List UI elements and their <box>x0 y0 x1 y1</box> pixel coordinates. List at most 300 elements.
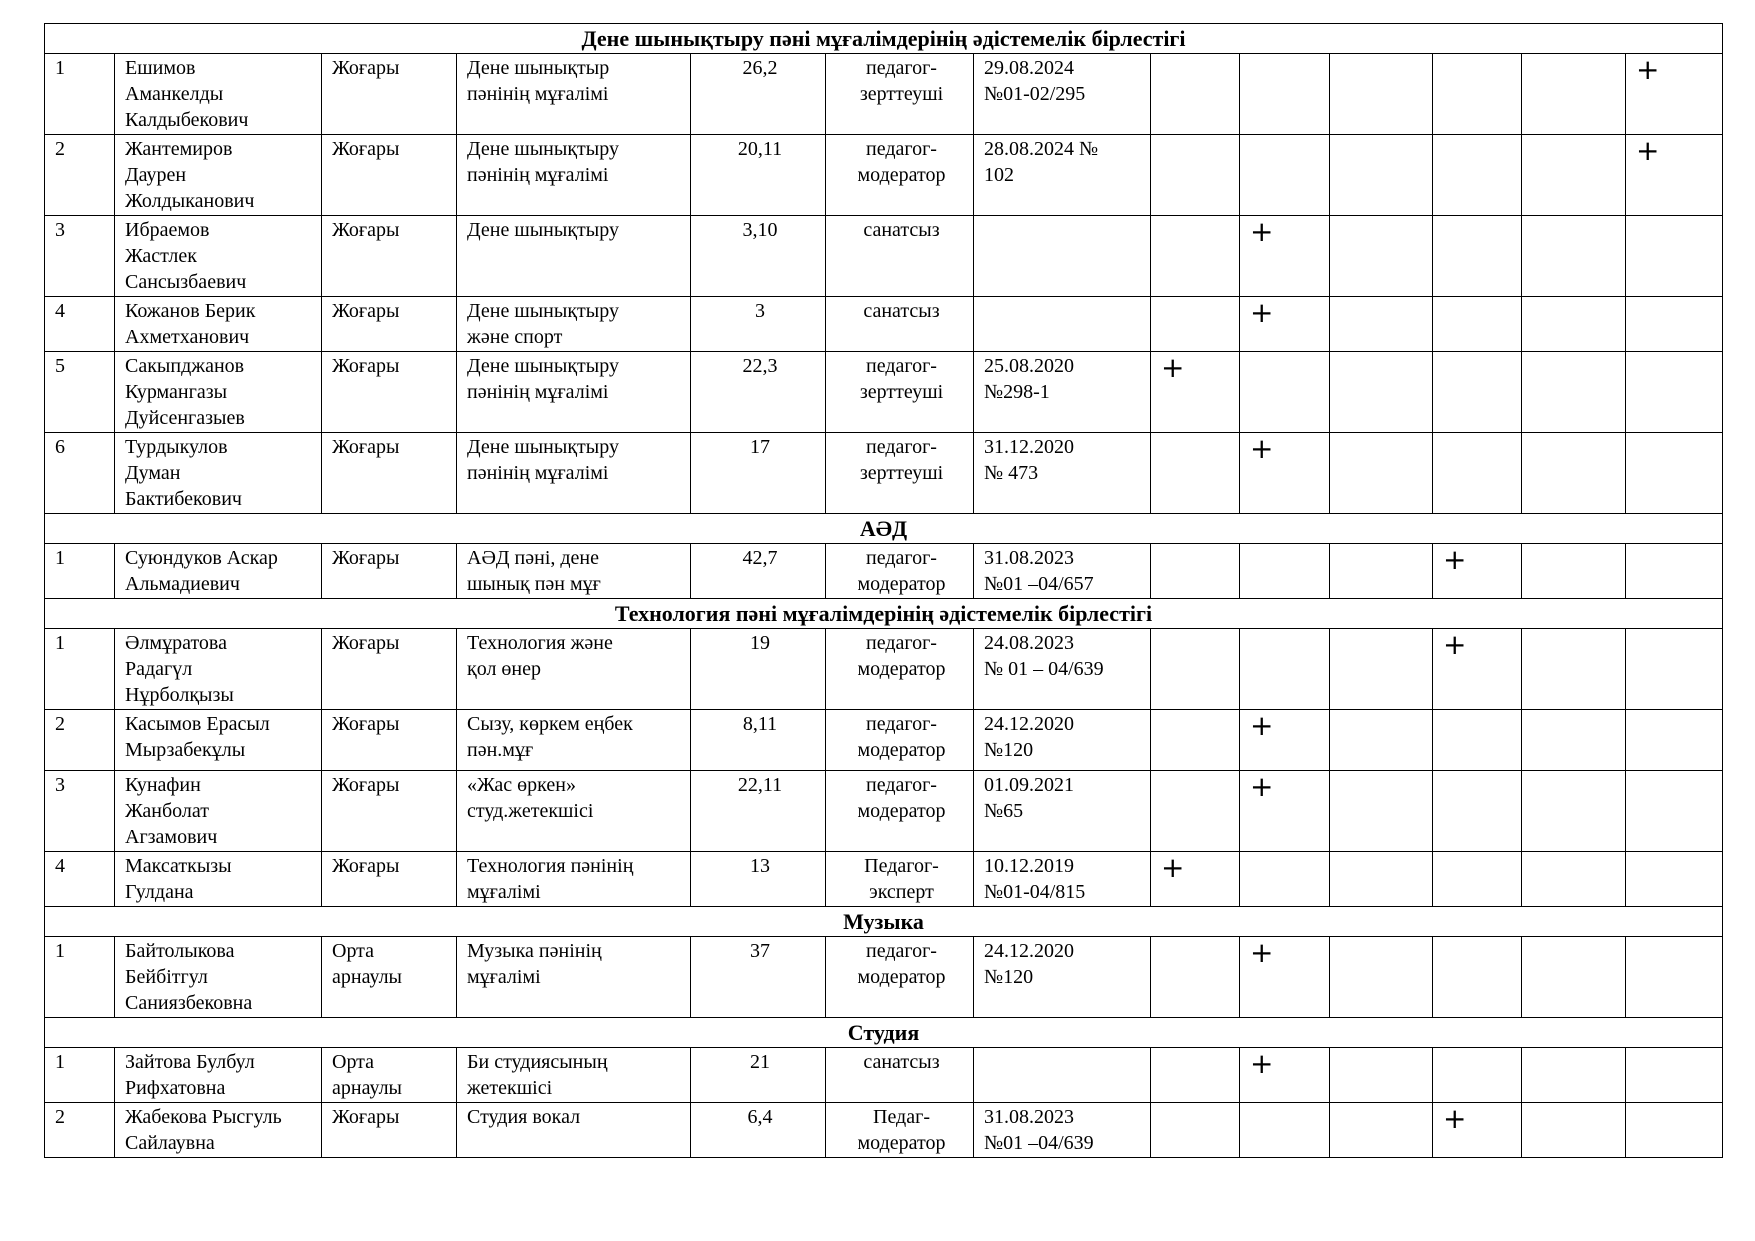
teacher-name-line: Ахметханович <box>125 326 250 348</box>
mark-cell-5 <box>1522 629 1626 710</box>
teacher-name-cell <box>115 352 322 433</box>
teacher-name-cell <box>115 1103 322 1158</box>
education-line: Жоғары <box>332 355 400 377</box>
mark-cell-4 <box>1433 544 1522 599</box>
section-header-row <box>45 24 1723 54</box>
subject-line: Технология пәнінің <box>467 855 634 877</box>
subject-line: Технология және <box>467 632 613 654</box>
order-line: 10.12.2019 <box>984 855 1074 877</box>
education-cell <box>322 629 457 710</box>
order-line: 31.08.2023 <box>984 1106 1074 1128</box>
teacher-name-line: Рифхатовна <box>125 1077 226 1099</box>
teacher-name-cell <box>115 629 322 710</box>
subject-cell <box>457 1103 691 1158</box>
education-line: Жоғары <box>332 713 400 735</box>
mark-cell-2 <box>1240 629 1330 710</box>
mark-cell-5 <box>1522 852 1626 907</box>
teacher-name-line: Суюндуков Аскар <box>125 547 278 569</box>
mark-cell-5 <box>1522 135 1626 216</box>
education-cell <box>322 852 457 907</box>
subject-line: шынық пән мұғ <box>467 573 601 595</box>
category-line: модератор <box>857 164 946 186</box>
subject-line: «Жас өркен» <box>467 774 576 796</box>
education-cell <box>322 771 457 852</box>
row-number-cell: 2 <box>45 710 115 771</box>
order-cell <box>974 1103 1151 1158</box>
order-line: №65 <box>984 800 1024 822</box>
order-cell <box>974 1048 1151 1103</box>
plus-mark: + <box>1443 1102 1467 1135</box>
subject-line: пәнінің мұғалімі <box>467 83 609 105</box>
mark-cell-2 <box>1240 771 1330 852</box>
category-line: зерттеуші <box>859 83 944 105</box>
teacher-name-line: Жабекова Рысгуль <box>125 1106 282 1128</box>
mark-cell-4 <box>1433 433 1522 514</box>
teacher-name-line: Думан <box>125 462 181 484</box>
category-line: модератор <box>857 1132 946 1154</box>
teacher-name-line: Сайлаувна <box>125 1132 215 1154</box>
mark-cell-1 <box>1151 710 1240 771</box>
mark-cell-6 <box>1626 710 1723 771</box>
mark-cell-5 <box>1522 544 1626 599</box>
teacher-name-line: Саниязбековна <box>125 992 253 1014</box>
table-row <box>45 1048 1723 1103</box>
plus-mark: + <box>1250 432 1274 465</box>
category-cell <box>826 433 974 514</box>
subject-line: Дене шынықтыру <box>467 436 619 458</box>
row-number-cell: 4 <box>45 852 115 907</box>
experience-cell: 6,4 <box>691 1103 826 1158</box>
mark-cell-3 <box>1330 54 1433 135</box>
category-cell <box>826 135 974 216</box>
section-header-row <box>45 907 1723 937</box>
order-cell <box>974 433 1151 514</box>
mark-cell-6 <box>1626 937 1723 1018</box>
experience-cell: 42,7 <box>691 544 826 599</box>
teacher-name-line: Жолдыканович <box>125 190 255 212</box>
subject-cell <box>457 352 691 433</box>
subject-cell <box>457 216 691 297</box>
teacher-name-line: Гулдана <box>125 881 194 903</box>
education-cell <box>322 352 457 433</box>
order-line: 24.12.2020 <box>984 940 1074 962</box>
subject-line: және спорт <box>467 326 563 348</box>
subject-line: Дене шынықтыру <box>467 219 619 241</box>
education-line: Жоғары <box>332 632 400 654</box>
teacher-name-cell <box>115 135 322 216</box>
order-line: №01 –04/657 <box>984 573 1094 595</box>
row-number-cell: 4 <box>45 297 115 352</box>
order-cell <box>974 852 1151 907</box>
subject-cell <box>457 937 691 1018</box>
order-cell <box>974 710 1151 771</box>
subject-line: студ.жетекшісі <box>467 800 594 822</box>
education-cell <box>322 1048 457 1103</box>
mark-cell-3 <box>1330 771 1433 852</box>
subject-line: пәнінің мұғалімі <box>467 164 609 186</box>
plus-mark: + <box>1250 215 1274 248</box>
teacher-name-line: Калдыбекович <box>125 109 249 131</box>
order-cell <box>974 297 1151 352</box>
subject-cell <box>457 1048 691 1103</box>
category-cell <box>826 710 974 771</box>
teacher-name-line: Турдыкулов <box>125 436 228 458</box>
table-row <box>45 852 1723 907</box>
education-line: Жоғары <box>332 1106 400 1128</box>
mark-cell-6 <box>1626 352 1723 433</box>
teacher-name-cell <box>115 433 322 514</box>
section-title: Технология пәні мұғалімдерінің әдістемелік бірлестігі <box>45 599 1723 629</box>
order-cell <box>974 135 1151 216</box>
mark-cell-3 <box>1330 216 1433 297</box>
mark-cell-2 <box>1240 544 1330 599</box>
mark-cell-2 <box>1240 352 1330 433</box>
order-line: 102 <box>984 164 1014 186</box>
mark-cell-2 <box>1240 297 1330 352</box>
section-title: Студия <box>45 1018 1723 1048</box>
teacher-name-line: Максаткызы <box>125 855 232 877</box>
subject-line: Дене шынықтыру <box>467 355 619 377</box>
teacher-name-cell <box>115 771 322 852</box>
subject-line: қол өнер <box>467 658 542 680</box>
row-number-cell: 5 <box>45 352 115 433</box>
subject-line: мұғалімі <box>467 966 541 988</box>
plus-mark: + <box>1250 936 1274 969</box>
category-line: Педаг- <box>873 1106 930 1128</box>
mark-cell-3 <box>1330 297 1433 352</box>
subject-line: АӘД пәні, дене <box>467 547 600 569</box>
order-cell <box>974 54 1151 135</box>
table-body <box>45 24 1723 1158</box>
plus-mark: + <box>1161 351 1185 384</box>
mark-cell-3 <box>1330 1048 1433 1103</box>
experience-cell: 19 <box>691 629 826 710</box>
teacher-name-line: Аманкелды <box>125 83 224 105</box>
mark-cell-2 <box>1240 54 1330 135</box>
mark-cell-1 <box>1151 216 1240 297</box>
mark-cell-1 <box>1151 544 1240 599</box>
mark-cell-2 <box>1240 852 1330 907</box>
order-line: №120 <box>984 739 1034 761</box>
order-line: 31.12.2020 <box>984 436 1074 458</box>
category-line: модератор <box>857 573 946 595</box>
education-line: Жоғары <box>332 774 400 796</box>
category-line: педагог- <box>866 436 937 458</box>
section-header-row <box>45 599 1723 629</box>
category-line: санатсыз <box>863 1051 940 1073</box>
order-line: №01-02/295 <box>984 83 1086 105</box>
mark-cell-1 <box>1151 1048 1240 1103</box>
mark-cell-6 <box>1626 135 1723 216</box>
teacher-name-line: Дуйсенгазыев <box>125 407 245 429</box>
mark-cell-1 <box>1151 297 1240 352</box>
subject-cell <box>457 710 691 771</box>
education-cell <box>322 710 457 771</box>
teacher-name-cell <box>115 297 322 352</box>
mark-cell-6 <box>1626 544 1723 599</box>
teacher-name-cell <box>115 1048 322 1103</box>
mark-cell-2 <box>1240 135 1330 216</box>
category-line: Педагог- <box>864 855 939 877</box>
mark-cell-3 <box>1330 629 1433 710</box>
teacher-name-line: Бактибекович <box>125 488 242 510</box>
experience-cell: 8,11 <box>691 710 826 771</box>
order-cell <box>974 352 1151 433</box>
mark-cell-4 <box>1433 297 1522 352</box>
mark-cell-3 <box>1330 135 1433 216</box>
order-line: 24.08.2023 <box>984 632 1074 654</box>
order-line: 31.08.2023 <box>984 547 1074 569</box>
mark-cell-1 <box>1151 1103 1240 1158</box>
education-line: арнаулы <box>332 966 402 988</box>
row-number-cell: 2 <box>45 1103 115 1158</box>
section-title: АӘД <box>45 514 1723 544</box>
mark-cell-5 <box>1522 771 1626 852</box>
mark-cell-3 <box>1330 544 1433 599</box>
education-line: Жоғары <box>332 436 400 458</box>
plus-mark: + <box>1443 628 1467 661</box>
teacher-name-line: Агзамович <box>125 826 218 848</box>
order-line: №120 <box>984 966 1034 988</box>
education-cell <box>322 135 457 216</box>
teacher-name-line: Бейбітгул <box>125 966 208 988</box>
mark-cell-4 <box>1433 352 1522 433</box>
subject-cell <box>457 771 691 852</box>
teacher-name-line: Мырзабекұлы <box>125 739 246 761</box>
subject-cell <box>457 297 691 352</box>
row-number-cell: 1 <box>45 544 115 599</box>
order-line: №01 –04/639 <box>984 1132 1094 1154</box>
subject-line: Би студиясының <box>467 1051 608 1073</box>
mark-cell-5 <box>1522 433 1626 514</box>
order-line: 01.09.2021 <box>984 774 1074 796</box>
mark-cell-6 <box>1626 629 1723 710</box>
section-header-row <box>45 514 1723 544</box>
teacher-name-line: Даурен <box>125 164 187 186</box>
teacher-name-line: Нұрболқызы <box>125 684 234 706</box>
plus-mark: + <box>1636 134 1660 167</box>
subject-line: Музыка пәнінің <box>467 940 602 962</box>
education-cell <box>322 937 457 1018</box>
mark-cell-3 <box>1330 352 1433 433</box>
table-row <box>45 937 1723 1018</box>
mark-cell-4 <box>1433 1103 1522 1158</box>
mark-cell-6 <box>1626 216 1723 297</box>
teacher-name-line: Кунафин <box>125 774 201 796</box>
mark-cell-5 <box>1522 216 1626 297</box>
teacher-name-line: Альмадиевич <box>125 573 240 595</box>
category-line: модератор <box>857 658 946 680</box>
mark-cell-2 <box>1240 710 1330 771</box>
education-line: Орта <box>332 1051 375 1073</box>
row-number-cell: 3 <box>45 216 115 297</box>
teacher-name-line: Жантемиров <box>125 138 233 160</box>
plus-mark: + <box>1161 851 1185 884</box>
mark-cell-5 <box>1522 937 1626 1018</box>
order-line: 24.12.2020 <box>984 713 1074 735</box>
category-line: педагог- <box>866 713 937 735</box>
category-line: педагог- <box>866 547 937 569</box>
table-row <box>45 544 1723 599</box>
category-cell <box>826 216 974 297</box>
mark-cell-2 <box>1240 1048 1330 1103</box>
plus-mark: + <box>1250 709 1274 742</box>
mark-cell-2 <box>1240 1103 1330 1158</box>
category-line: модератор <box>857 739 946 761</box>
order-line: 25.08.2020 <box>984 355 1074 377</box>
subject-line: пәнінің мұғалімі <box>467 462 609 484</box>
mark-cell-1 <box>1151 629 1240 710</box>
subject-line: жетекшісі <box>467 1077 553 1099</box>
experience-cell: 37 <box>691 937 826 1018</box>
experience-cell: 21 <box>691 1048 826 1103</box>
table-row <box>45 771 1723 852</box>
education-line: Жоғары <box>332 300 400 322</box>
subject-line: Дене шынықтыру <box>467 138 619 160</box>
staff-table <box>44 23 1723 1158</box>
mark-cell-6 <box>1626 1103 1723 1158</box>
education-line: Жоғары <box>332 57 400 79</box>
experience-cell: 22,11 <box>691 771 826 852</box>
table-row <box>45 433 1723 514</box>
education-line: Жоғары <box>332 138 400 160</box>
teacher-name-line: Касымов Ерасыл <box>125 713 270 735</box>
teacher-name-line: Сакыпджанов <box>125 355 245 377</box>
category-line: санатсыз <box>863 219 940 241</box>
row-number-cell: 6 <box>45 433 115 514</box>
mark-cell-3 <box>1330 1103 1433 1158</box>
mark-cell-2 <box>1240 216 1330 297</box>
category-line: педагог- <box>866 355 937 377</box>
teacher-name-cell <box>115 54 322 135</box>
table-row <box>45 297 1723 352</box>
mark-cell-6 <box>1626 771 1723 852</box>
category-cell <box>826 352 974 433</box>
mark-cell-4 <box>1433 937 1522 1018</box>
subject-cell <box>457 629 691 710</box>
education-cell <box>322 544 457 599</box>
plus-mark: + <box>1636 53 1660 86</box>
teacher-name-line: Жанболат <box>125 800 209 822</box>
mark-cell-2 <box>1240 937 1330 1018</box>
row-number-cell: 3 <box>45 771 115 852</box>
order-line: №01-04/815 <box>984 881 1086 903</box>
teacher-name-cell <box>115 710 322 771</box>
teacher-name-line: Сансызбаевич <box>125 271 247 293</box>
mark-cell-4 <box>1433 710 1522 771</box>
subject-cell <box>457 135 691 216</box>
mark-cell-1 <box>1151 54 1240 135</box>
teacher-name-line: Зайтова Булбул <box>125 1051 255 1073</box>
category-cell <box>826 1103 974 1158</box>
experience-cell: 26,2 <box>691 54 826 135</box>
order-line: №298-1 <box>984 381 1050 403</box>
mark-cell-4 <box>1433 629 1522 710</box>
order-line: № 473 <box>984 462 1039 484</box>
subject-cell <box>457 54 691 135</box>
teacher-name-line: Кожанов Берик <box>125 300 256 322</box>
section-title: Музыка <box>45 907 1723 937</box>
mark-cell-5 <box>1522 297 1626 352</box>
teacher-name-line: Әлмұратова <box>125 632 227 654</box>
category-line: модератор <box>857 800 946 822</box>
category-cell <box>826 852 974 907</box>
mark-cell-4 <box>1433 771 1522 852</box>
mark-cell-1 <box>1151 771 1240 852</box>
education-cell <box>322 433 457 514</box>
experience-cell: 3,10 <box>691 216 826 297</box>
teacher-name-line: Ешимов <box>125 57 196 79</box>
mark-cell-4 <box>1433 1048 1522 1103</box>
subject-line: Дене шынықтыр <box>467 57 610 79</box>
section-header-row <box>45 1018 1723 1048</box>
section-title: Дене шынықтыру пәні мұғалімдерінің әдістемелік бірлестігі <box>45 24 1723 54</box>
education-line: Жоғары <box>332 219 400 241</box>
education-cell <box>322 54 457 135</box>
category-line: педагог- <box>866 940 937 962</box>
teacher-name-line: Радагүл <box>125 658 193 680</box>
mark-cell-1 <box>1151 352 1240 433</box>
education-line: Жоғары <box>332 547 400 569</box>
mark-cell-1 <box>1151 937 1240 1018</box>
category-line: модератор <box>857 966 946 988</box>
experience-cell: 17 <box>691 433 826 514</box>
row-number-cell: 2 <box>45 135 115 216</box>
category-line: педагог- <box>866 57 937 79</box>
mark-cell-5 <box>1522 710 1626 771</box>
subject-cell <box>457 433 691 514</box>
subject-line: мұғалімі <box>467 881 541 903</box>
category-line: педагог- <box>866 774 937 796</box>
mark-cell-1 <box>1151 433 1240 514</box>
mark-cell-2 <box>1240 433 1330 514</box>
category-line: зерттеуші <box>859 462 944 484</box>
row-number-cell: 1 <box>45 937 115 1018</box>
category-line: эксперт <box>869 881 934 903</box>
order-cell <box>974 771 1151 852</box>
subject-line: Студия вокал <box>467 1106 581 1128</box>
table-row <box>45 1103 1723 1158</box>
category-cell <box>826 297 974 352</box>
category-line: санатсыз <box>863 300 940 322</box>
table-row <box>45 352 1723 433</box>
mark-cell-3 <box>1330 710 1433 771</box>
category-cell <box>826 54 974 135</box>
subject-line: Дене шынықтыру <box>467 300 619 322</box>
mark-cell-1 <box>1151 852 1240 907</box>
teacher-name-cell <box>115 852 322 907</box>
category-line: зерттеуші <box>859 381 944 403</box>
education-cell <box>322 1103 457 1158</box>
plus-mark: + <box>1250 296 1274 329</box>
row-number-cell: 1 <box>45 54 115 135</box>
order-cell <box>974 629 1151 710</box>
teacher-name-line: Байтолыкова <box>125 940 235 962</box>
mark-cell-4 <box>1433 852 1522 907</box>
teacher-name-line: Жастлек <box>125 245 197 267</box>
order-cell <box>974 544 1151 599</box>
education-line: арнаулы <box>332 1077 402 1099</box>
subject-cell <box>457 544 691 599</box>
category-line: педагог- <box>866 632 937 654</box>
category-cell <box>826 1048 974 1103</box>
category-cell <box>826 544 974 599</box>
mark-cell-5 <box>1522 1048 1626 1103</box>
row-number-cell: 1 <box>45 1048 115 1103</box>
mark-cell-5 <box>1522 352 1626 433</box>
teacher-name-line: Ибраемов <box>125 219 210 241</box>
experience-cell: 20,11 <box>691 135 826 216</box>
